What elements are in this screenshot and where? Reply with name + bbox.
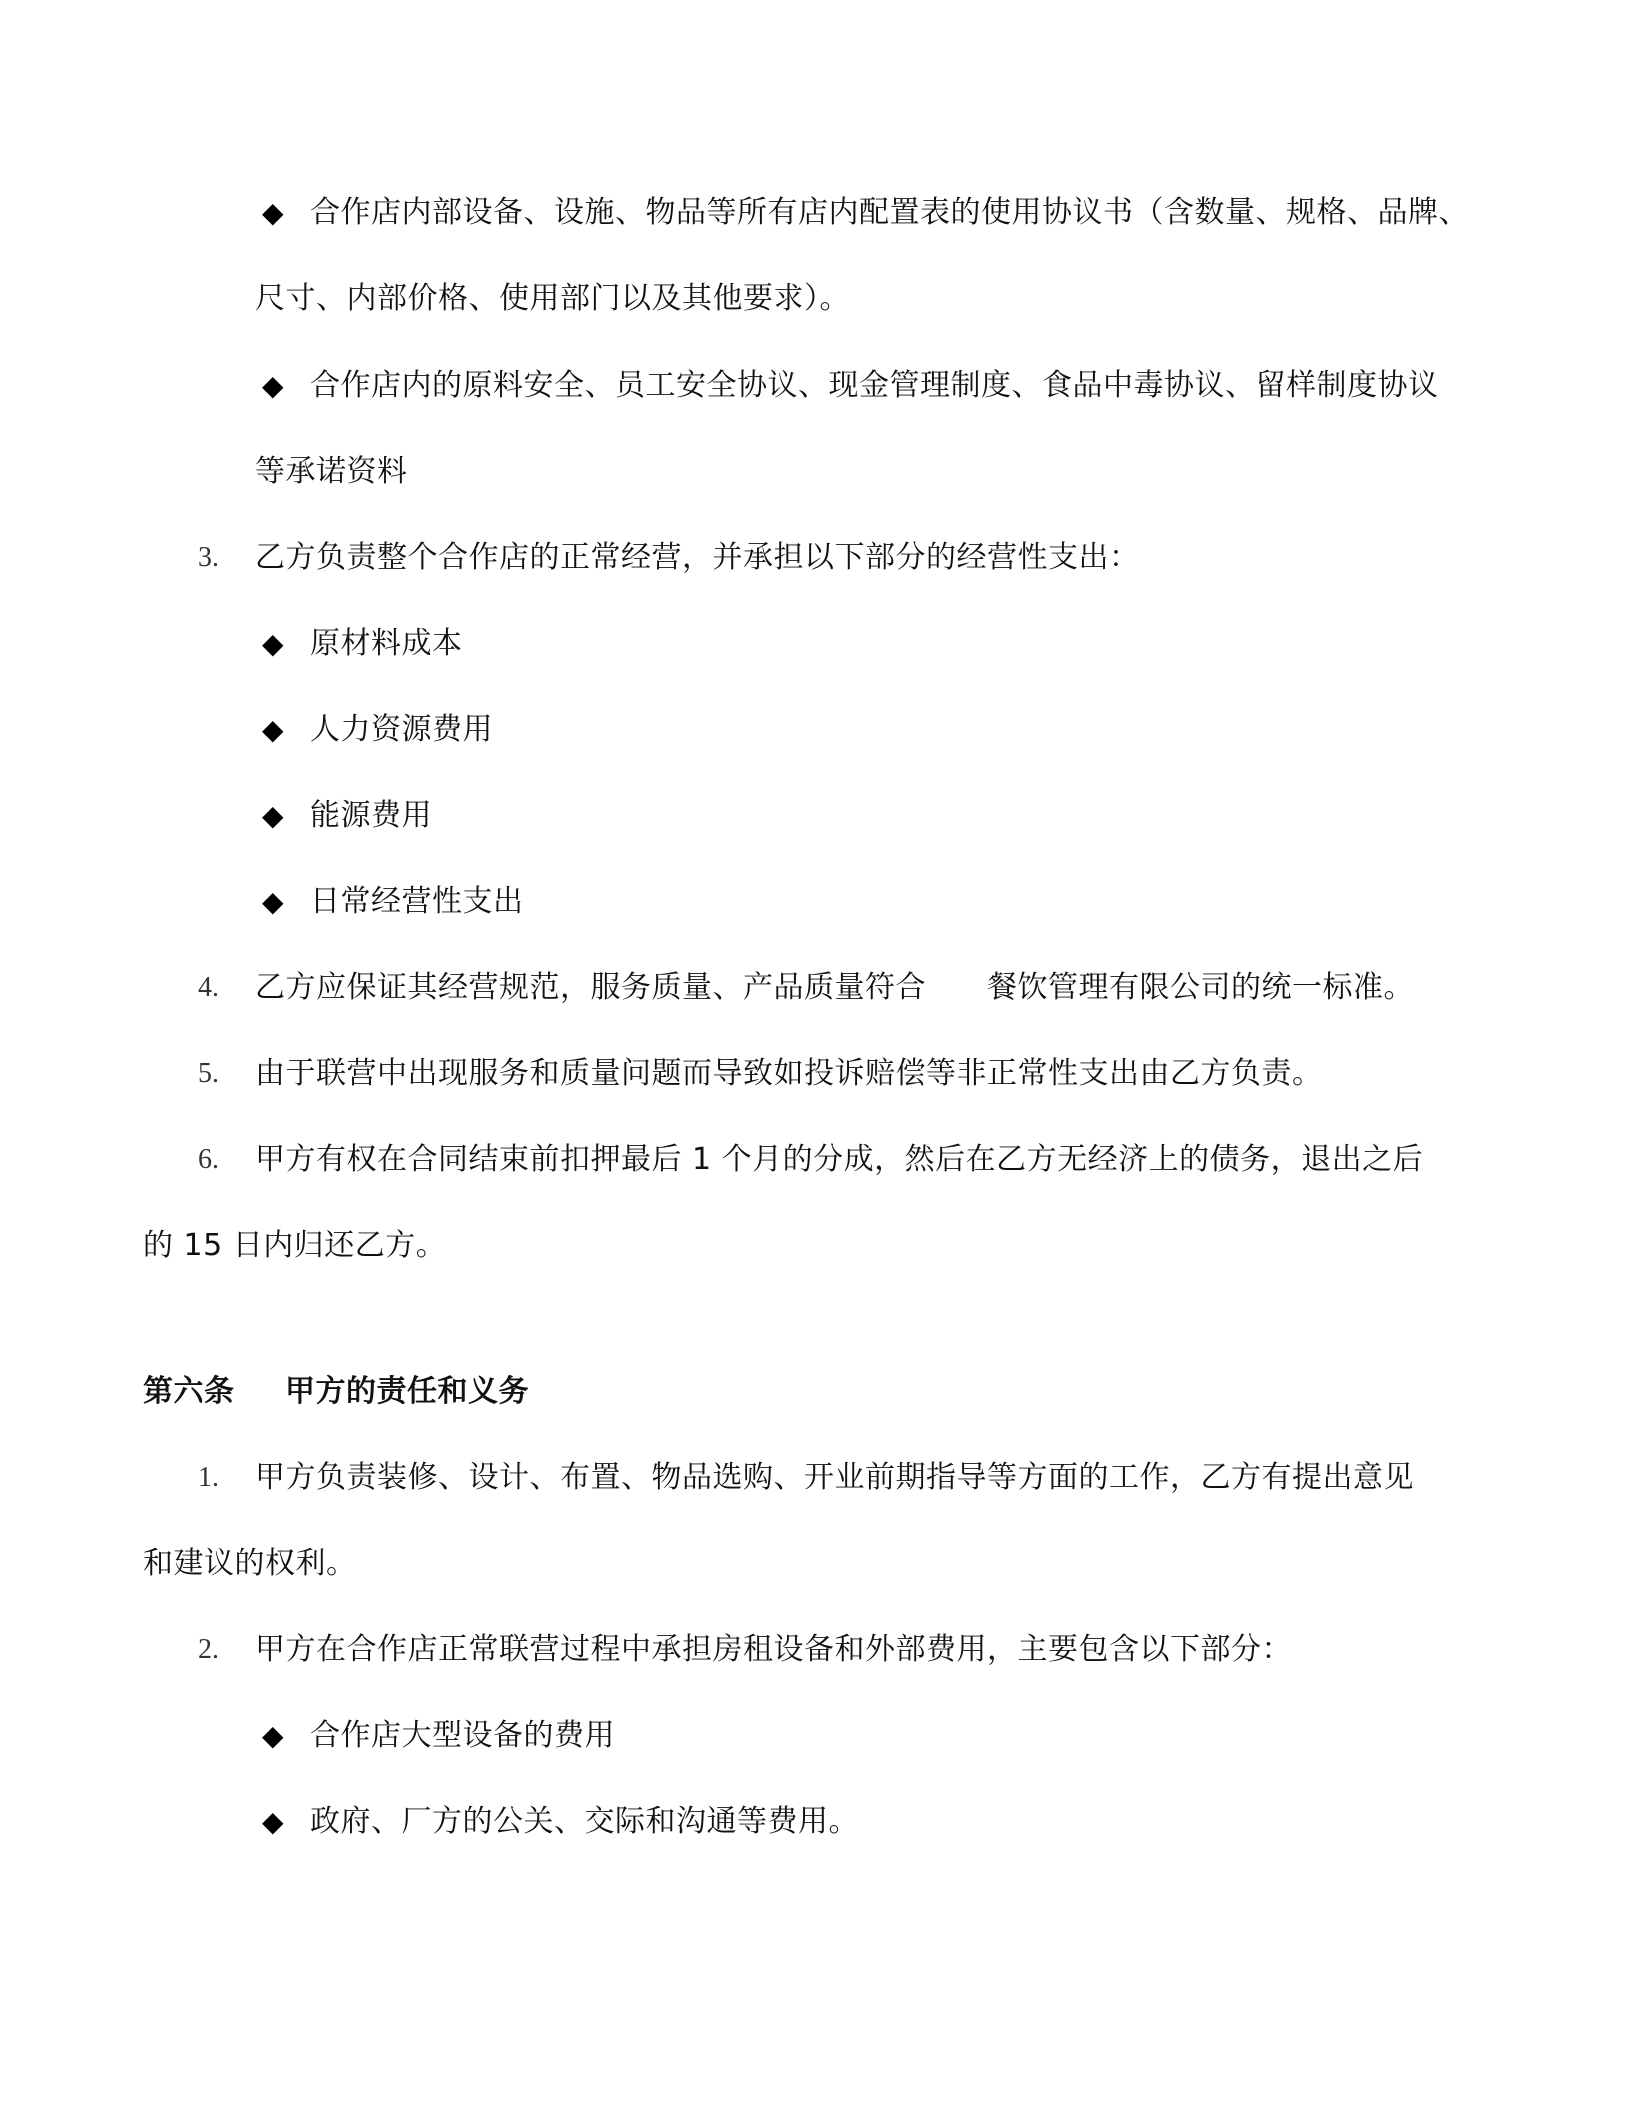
- list-item-text: 由于联营中出现服务和质量问题而导致如投诉赔偿等非正常性支出由乙方负责。: [255, 1056, 1323, 1091]
- list-item-continuation: 的 15 日内归还乙方。: [143, 1228, 447, 1263]
- expense-item: 能源费用: [310, 798, 432, 833]
- article-label: 第六条: [143, 1374, 235, 1409]
- diamond-bullet-icon: ◆: [262, 627, 284, 660]
- list-number: 1.: [198, 1462, 219, 1493]
- bullet-text-continuation: 等承诺资料: [255, 454, 408, 489]
- diamond-bullet-icon: ◆: [262, 713, 284, 746]
- list-number: 4.: [198, 972, 219, 1003]
- obligation-item: 政府、厂方的公关、交际和沟通等费用。: [310, 1804, 859, 1839]
- diamond-bullet-icon: ◆: [262, 885, 284, 918]
- list-item-text: 乙方负责整个合作店的正常经营，并承担以下部分的经营性支出：: [255, 540, 1140, 575]
- diamond-bullet-icon: ◆: [262, 799, 284, 832]
- list-number: 3.: [198, 542, 219, 573]
- list-number: 5.: [198, 1058, 219, 1089]
- diamond-bullet-icon: ◆: [262, 1805, 284, 1838]
- article-title: 甲方的责任和义务: [285, 1374, 529, 1409]
- list-item-continuation: 和建议的权利。: [143, 1546, 357, 1581]
- list-item-text: 乙方应保证其经营规范，服务质量、产品质量符合 餐饮管理有限公司的统一标准。: [255, 970, 1414, 1005]
- bullet-text-line: 合作店内部设备、设施、物品等所有店内配置表的使用协议书（含数量、规格、品牌、: [310, 195, 1469, 230]
- expense-item: 人力资源费用: [310, 712, 493, 747]
- list-number: 2.: [198, 1634, 219, 1665]
- list-item-text: 甲方负责装修、设计、布置、物品选购、开业前期指导等方面的工作，乙方有提出意见: [255, 1460, 1414, 1495]
- bullet-text-continuation: 尺寸、内部价格、使用部门以及其他要求）。: [255, 281, 850, 316]
- diamond-bullet-icon: ◆: [262, 1719, 284, 1752]
- list-number: 6.: [198, 1144, 219, 1175]
- bullet-text-line: 合作店内的原料安全、员工安全协议、现金管理制度、食品中毒协议、留样制度协议: [310, 368, 1439, 403]
- obligation-item: 合作店大型设备的费用: [310, 1718, 615, 1753]
- list-item-text: 甲方有权在合同结束前扣押最后 1 个月的分成，然后在乙方无经济上的债务，退出之后: [255, 1142, 1424, 1177]
- diamond-bullet-icon: ◆: [262, 369, 284, 402]
- list-item-text: 甲方在合作店正常联营过程中承担房租设备和外部费用，主要包含以下部分：: [255, 1632, 1292, 1667]
- expense-item: 原材料成本: [310, 626, 463, 661]
- diamond-bullet-icon: ◆: [262, 196, 284, 229]
- expense-item: 日常经营性支出: [310, 884, 524, 919]
